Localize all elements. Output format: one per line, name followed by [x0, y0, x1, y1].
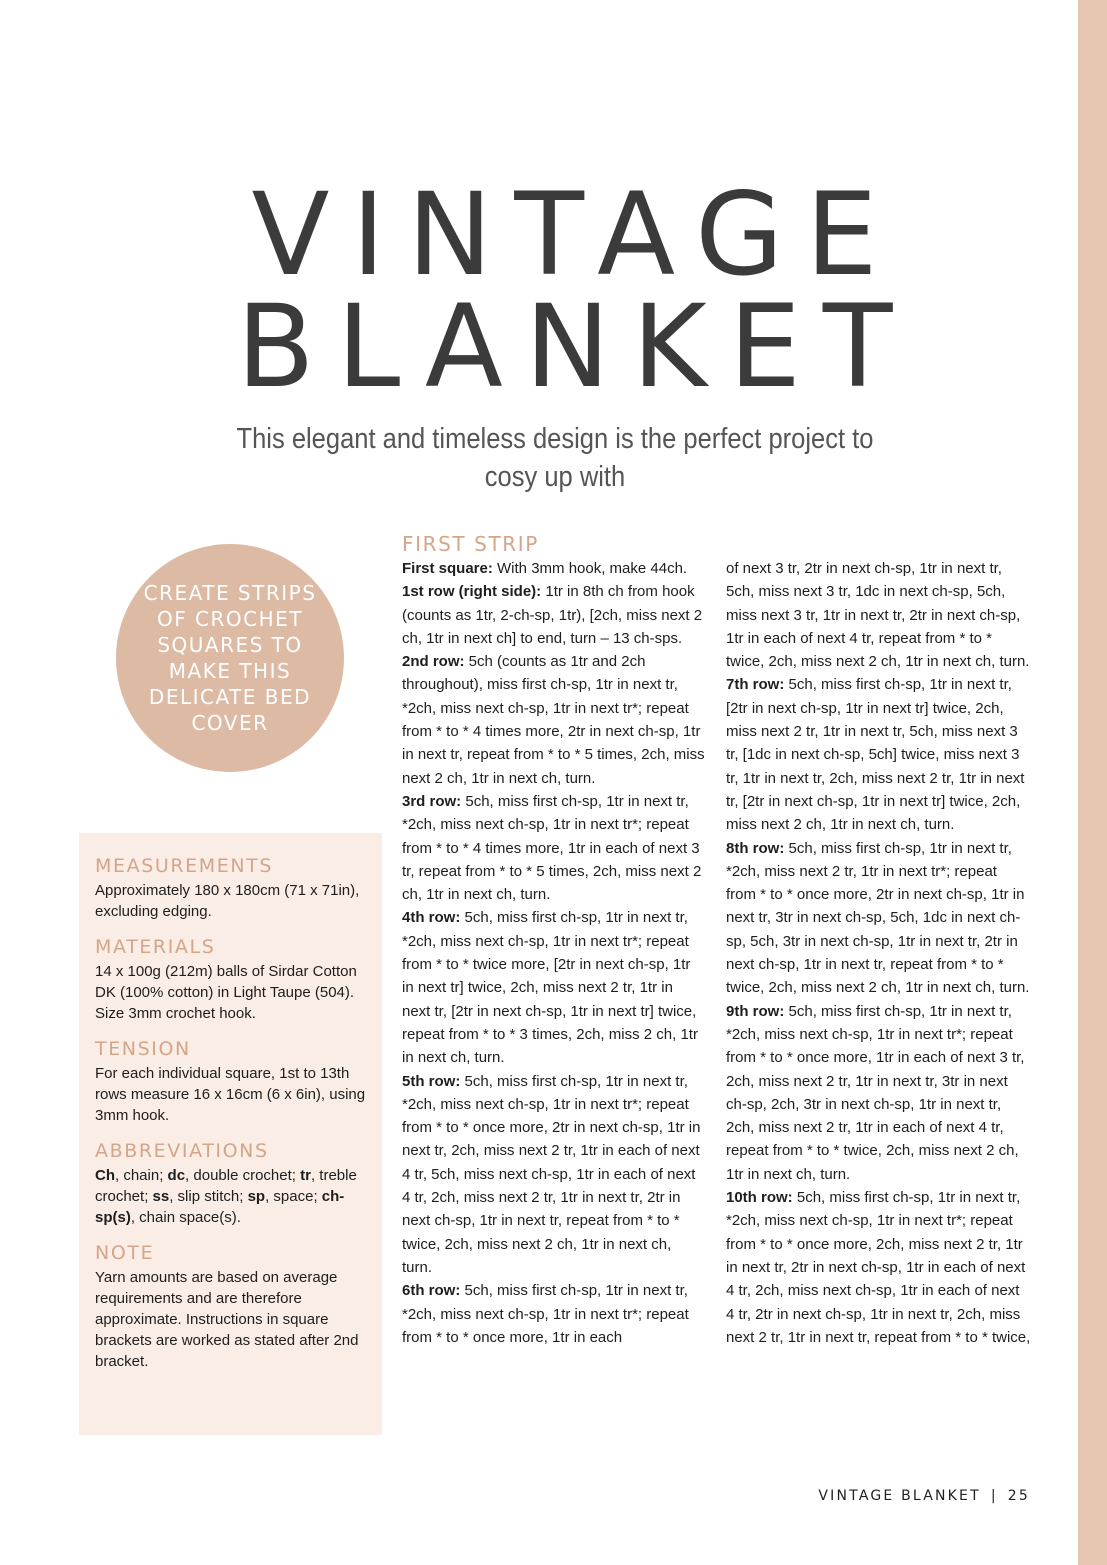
abbreviation-definition: , double crochet;	[185, 1167, 301, 1184]
info-sidebar	[79, 833, 382, 1435]
row-label: 6th row:	[402, 1282, 461, 1300]
row-text: 5ch, miss first ch-sp, 1tr in next tr, *2ch, miss next ch-sp, 1tr in next tr*; repeat from * to * once more, 2tr in next ch-sp, 1tr in next tr, 2ch, miss next 2 tr, 1tr in each of next 4 tr, 5ch, miss next ch-sp, 1tr in each of next 4 tr, 2ch, miss next 2 tr, 1tr in next tr, 2tr in next ch-sp, 1tr in next tr, repeat from * to * twice, 2ch, miss next 2 ch, 1tr in next ch, turn.	[402, 1072, 701, 1276]
row-label: 2nd row:	[402, 653, 465, 671]
title-line-1: VINTAGE	[251, 168, 900, 301]
abbreviation-term: sp	[247, 1188, 266, 1205]
row-label: 10th row:	[726, 1189, 793, 1207]
instructions-column-2	[726, 557, 1031, 1349]
abbreviation-definition: , slip stitch;	[169, 1188, 248, 1205]
page-number: 25	[1007, 1488, 1030, 1504]
abbreviation-term: Ch	[95, 1167, 115, 1184]
instruction-row	[726, 837, 1031, 1000]
row-label: 8th row:	[726, 839, 785, 857]
materials-line-2: Size 3mm crochet hook.	[95, 1005, 256, 1022]
row-text: 5ch, miss first ch-sp, 1tr in next tr, *2ch, miss next ch-sp, 1tr in next tr*; repeat from * to * once more, 1tr in each	[402, 1282, 689, 1346]
abbreviation-term: dc	[167, 1167, 186, 1184]
measurements-body: Approximately 180 x 180cm (71 x 71in), excluding edging.	[95, 882, 360, 920]
row-text: of next 3 tr, 2tr in next ch-sp, 1tr in next tr, 5ch, miss next 3 tr, 1dc in next ch-sp, 5ch, miss next 3 tr, 1tr in next tr, 2tr in next ch-sp, 1tr in each of next 4 tr, repeat from * to * twice, 2ch, miss next 2 ch, 1tr in next ch, turn.	[726, 560, 1030, 671]
page-footer	[818, 1488, 1030, 1504]
footer-title: VINTAGE BLANKET	[818, 1488, 981, 1504]
measurements-heading: MEASUREMENTS	[95, 855, 274, 877]
row-label: 5th row:	[402, 1072, 461, 1090]
instruction-row	[402, 1070, 705, 1280]
row-text: 5ch, miss first ch-sp, 1tr in next tr, [2tr in next ch-sp, 1tr in next tr] twice, 2ch, miss next 2 tr, 1tr in next tr, 5ch, miss next 3 tr, [1dc in next ch-sp, 5ch] twice, miss next 3 tr, 1tr in next tr, 2ch, miss next 2 tr, 1tr in next tr, [2tr in next ch-sp, 1tr in next tr] twice, 2ch, miss next 2 ch, 1tr in next ch, turn.	[726, 676, 1025, 834]
row-text: 5ch, miss first ch-sp, 1tr in next tr, *2ch, miss next ch-sp, 1tr in next tr*; repeat from * to * twice more, [2tr in next ch-sp, 1tr in next tr] twice, 2ch, miss next 2 tr, 1tr in next tr, [2tr in next ch-sp, 1tr in next tr] twice, repeat from * to * 3 times, 2ch, miss 2 ch, 1tr in next ch, turn.	[402, 909, 698, 1067]
materials-line-1: 14 x 100g (212m) balls of Sirdar Cotton DK (100% cotton) in Light Taupe (504).	[95, 963, 357, 1001]
row-label: 3rd row:	[402, 792, 462, 810]
materials-body	[95, 961, 367, 1024]
abbreviation-definition: , chain;	[115, 1167, 168, 1184]
instruction-row	[402, 580, 705, 650]
instruction-row	[726, 557, 1031, 673]
callout-text: CREATE STRIPS OF CROCHET SQUARES TO MAKE THIS DELICATE BED COVER	[143, 581, 317, 735]
abbreviations-heading: ABBREVIATIONS	[95, 1140, 269, 1162]
subtitle: This elegant and timeless design is the perfect project to cosy up with	[236, 423, 874, 493]
row-label: First square:	[402, 560, 493, 577]
instruction-row	[402, 906, 705, 1069]
row-text: 5ch (counts as 1tr and 2ch throughout), miss first ch-sp, 1tr in next tr, *2ch, miss next ch-sp, 1tr in next tr*; repeat from * to * 4 times more, 2tr in next ch-sp, 1tr in next tr, repeat from * to * 5 times, 2ch, miss next 2 ch, 1tr in next ch, turn.	[402, 653, 705, 787]
row-label: 4th row:	[402, 909, 461, 927]
first-strip-heading: FIRST STRIP	[402, 532, 539, 556]
row-text: 5ch, miss first ch-sp, 1tr in next tr, *2ch, miss next 2 tr, 1tr in next tr*; repeat from * to * once more, 2tr in next ch-sp, 1tr in next tr, 3tr in next ch-sp, 5ch, 1dc in next ch-sp, 5ch, 3tr in next ch-sp, 1tr in next tr, 2tr in next ch-sp, 1tr in next tr, repeat from * to * twice, 2ch, miss next 2 ch, 1tr in next ch, turn.	[726, 839, 1030, 997]
abbreviation-definition: , treble crochet;	[95, 1167, 357, 1205]
row-label: 1st row (right side):	[402, 583, 542, 601]
instruction-row	[726, 1186, 1031, 1349]
footer-separator: |	[990, 1488, 998, 1504]
row-label: 7th row:	[726, 676, 785, 694]
abbreviations-body	[95, 1165, 367, 1228]
row-text: 1tr in 8th ch from hook (counts as 1tr, 2-ch-sp, 1tr), [2ch, miss next 2 ch, 1tr in next ch] to end, turn – 13 ch-sps.	[402, 583, 703, 647]
title-line-2: BLANKET	[236, 280, 915, 413]
instruction-row	[726, 1000, 1031, 1186]
abbreviation-term: ss	[152, 1188, 170, 1205]
abbreviation-definition: , space;	[265, 1188, 322, 1205]
instruction-row	[402, 790, 705, 906]
instruction-row	[402, 557, 705, 580]
row-label: 9th row:	[726, 1002, 785, 1020]
note-body: Yarn amounts are based on average requirements and are therefore approximate. Instructions in square brackets are worked as stated after 2nd bracket.	[95, 1269, 359, 1370]
note-heading: NOTE	[95, 1242, 155, 1264]
callout-circle	[116, 544, 344, 772]
abbreviation-definition: , chain space(s).	[130, 1209, 241, 1226]
tension-body: For each individual square, 1st to 13th rows measure 16 x 16cm (6 x 6in), using 3mm hook.	[95, 1065, 366, 1124]
instructions-column-1	[402, 532, 705, 1349]
row-text: 5ch, miss first ch-sp, 1tr in next tr, *2ch, miss next ch-sp, 1tr in next tr*; repeat from * to * once more, 2ch, miss next 2 tr, 1tr in next tr, 2tr in next ch-sp, 1tr in each of next 4 tr, 2ch, miss next ch-sp, 1tr in each of next 4 tr, 2tr in next ch-sp, 1tr in next tr, 2ch, miss next 2 tr, 1tr in next tr, repeat from * to * twice,	[726, 1189, 1031, 1346]
instruction-row	[402, 1279, 705, 1349]
row-text: With 3mm hook, make 44ch.	[492, 560, 688, 577]
abbreviation-term: tr	[300, 1167, 311, 1184]
row-text: 5ch, miss first ch-sp, 1tr in next tr, *2ch, miss next ch-sp, 1tr in next tr*; repeat from * to * 4 times more, 1tr in each of next 3 tr, repeat from * to * 5 times, 2ch, miss next 2 ch, 1tr in next ch, turn.	[402, 792, 702, 904]
row-text: 5ch, miss first ch-sp, 1tr in next tr, *2ch, miss next ch-sp, 1tr in next tr*; repeat from * to * once more, 1tr in each of next 3 tr, 2ch, miss next 2 tr, 1tr in next tr, 3tr in next ch-sp, 2ch, 3tr in next ch-sp, 1tr in next tr, 2ch, miss next 2 tr, 1tr in each of next 4 tr, repeat from * to * twice, 2ch, miss next 2 ch, 1tr in next ch, turn.	[726, 1002, 1025, 1183]
instruction-row	[402, 650, 705, 790]
materials-heading: MATERIALS	[95, 936, 216, 958]
instruction-row	[726, 673, 1031, 836]
abbreviation-term: ch-sp(s)	[95, 1188, 345, 1226]
tension-heading: TENSION	[95, 1038, 191, 1060]
